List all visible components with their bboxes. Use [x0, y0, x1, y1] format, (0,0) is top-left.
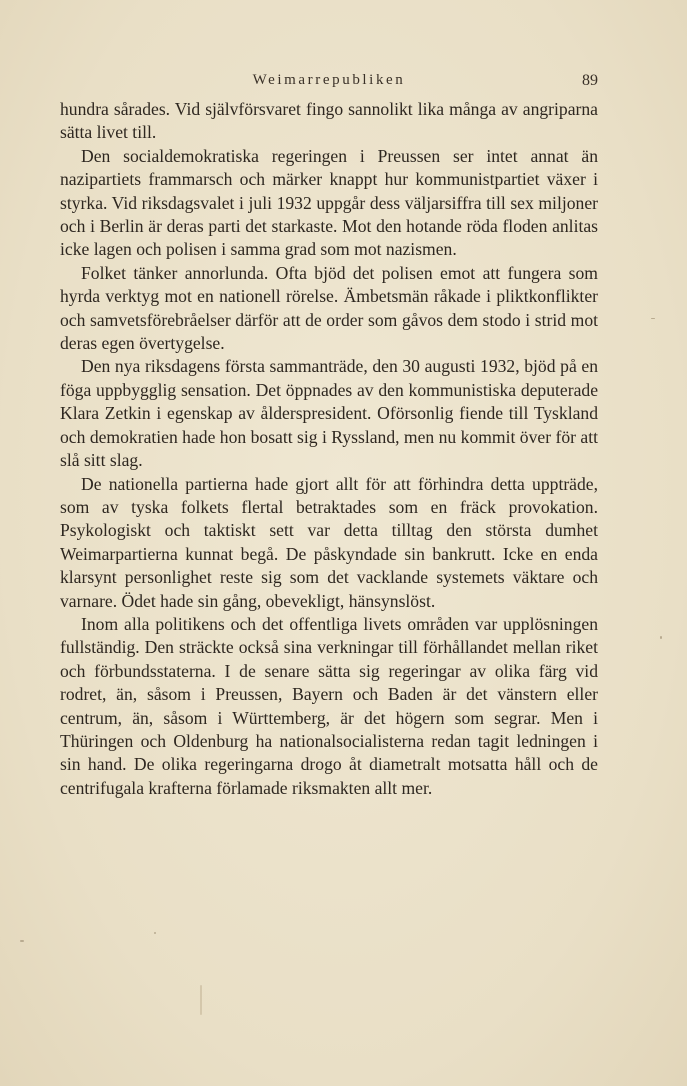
paragraph-2: Den socialdemokratiska regeringen i Preussen ser intet annat än nazipartiets frammarsch och märker knappt hur kommunistpartiet växer i styrka. Vid riksdagsvalet i juli 1932 uppgår dess väljarsiffra till sex miljoner och i Berlin är deras parti det starkaste. Mot den hotande röda floden anlitas icke lagen och polisen i samma grad som mot nazismen. — [60, 145, 598, 260]
running-title: Weimarrepubliken — [252, 72, 406, 88]
page-number: 89 — [582, 72, 598, 89]
paragraph-6: Inom alla politikens och det offentliga livets områden var upplösningen fullständig. Den sträckte också sina verkningar till förhållandet mellan riket och förbundsstaterna. I de senare sätta sig regeringar av olika färg vid rodret, än, såsom i Preussen, Bayern och Baden är det vänstern eller centrum, än, såsom i Württemberg, är det högern som segrar. Men i Thüringen och Oldenburg ha nationalsocialisterna redan tagit ledningen i sin hand. De olika regeringarna drogo åt diametralt motsatta håll och de centrifugala krafterna förlamade riksmakten allt mer. — [60, 613, 598, 798]
paragraph-5: De nationella partierna hade gjort allt för att förhindra detta uppträde, som av tyska folkets flertal betraktades som en fräck provokation. Psykologiskt och taktiskt sett var detta tilltag den största dumhet Weimarpartierna kunnat begå. De påskyndade sin bankrutt. Icke en enda klarsynt personlighet reste sig som det vacklande systemets väktare och varnare. Ödet hade sin gång, obevekligt, hänsynslöst. — [60, 473, 598, 611]
paper-speck — [154, 932, 156, 934]
page-header — [60, 70, 598, 94]
body-text — [60, 98, 598, 800]
paper-speck — [660, 636, 662, 639]
paper-speck — [651, 318, 655, 319]
paragraph-1: hundra sårades. Vid självförsvaret fingo sannolikt lika många av angriparna sätta livet till. — [60, 99, 598, 143]
paper-speck — [20, 940, 24, 942]
paragraph-3: Folket tänker annorlunda. Ofta bjöd det polisen emot att fungera som hyrda verktyg mot en nationell rörelse. Ämbetsmän råkade i pliktkonflikter och samvetsförebråelser därför att de order som gåvos dem stodo i strid mot deras egen övertygelse. — [60, 262, 598, 354]
paragraph-4: Den nya riksdagens första sammanträde, den 30 augusti 1932, bjöd på en föga uppbygglig sensation. Det öppnades av den kommunistiska deputerade Klara Zetkin i egenskap av ålderspresident. Oförsonlig fiende till Tyskland och demokratien hade hon bosatt sig i Ryssland, men nu kommit över för att slå sitt slag. — [60, 356, 598, 471]
paper-speck — [200, 985, 202, 1015]
